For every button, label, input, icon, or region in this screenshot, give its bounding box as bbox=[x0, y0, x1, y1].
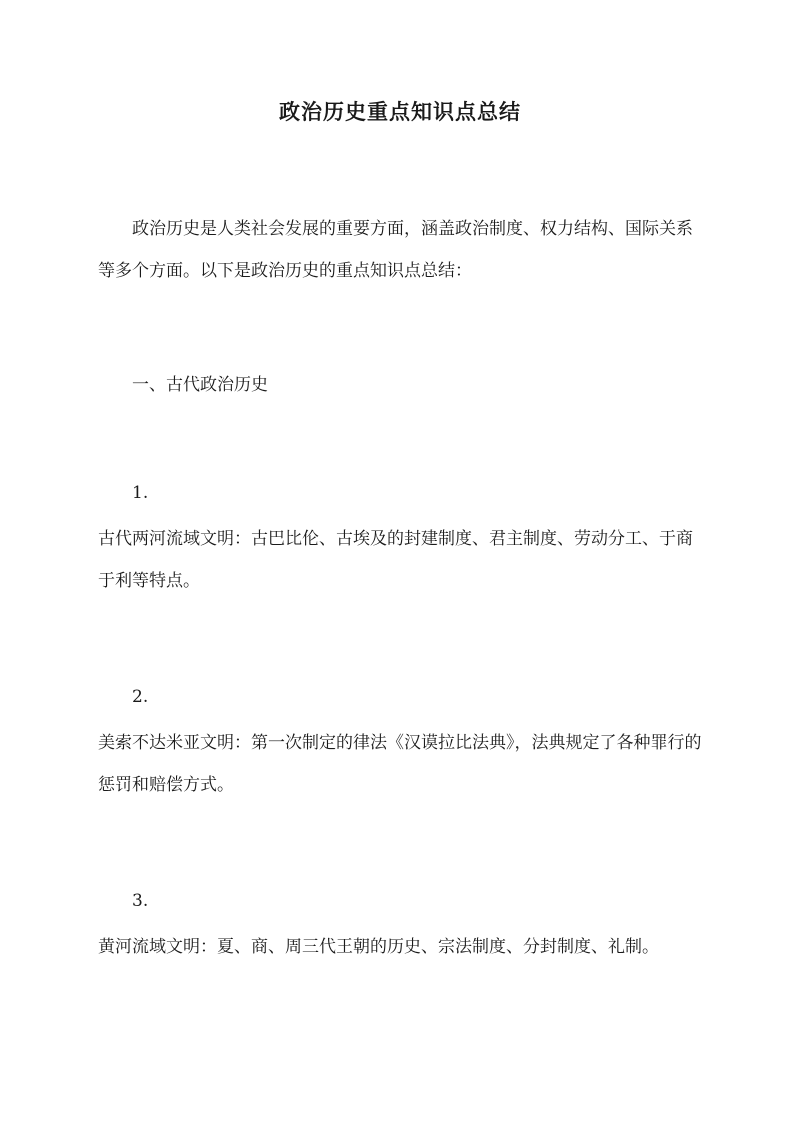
item-number: 3. bbox=[132, 891, 149, 911]
section-heading: 一、古代政治历史 bbox=[132, 375, 268, 395]
item-number: 2. bbox=[132, 687, 149, 707]
document-title: 政治历史重点知识点总结 bbox=[279, 99, 521, 124]
item-text: 古代两河流域文明：古巴比伦、古埃及的封建制度、君主制度、劳动分工、于商于利等特点。 bbox=[98, 529, 693, 591]
intro-paragraph: 政治历史是人类社会发展的重要方面，涵盖政治制度、权力结构、国际关系等多个方面。以下是政治历史的重点知识点总结： bbox=[98, 219, 693, 281]
item-number: 1. bbox=[132, 483, 149, 503]
item-text: 美索不达米亚文明：第一次制定的律法《汉谟拉比法典》，法典规定了各种罪行的惩罚和赔偿方式。 bbox=[98, 733, 702, 795]
item-text: 黄河流域文明：夏、商、周三代王朝的历史、宗法制度、分封制度、礼制。 bbox=[98, 937, 659, 957]
